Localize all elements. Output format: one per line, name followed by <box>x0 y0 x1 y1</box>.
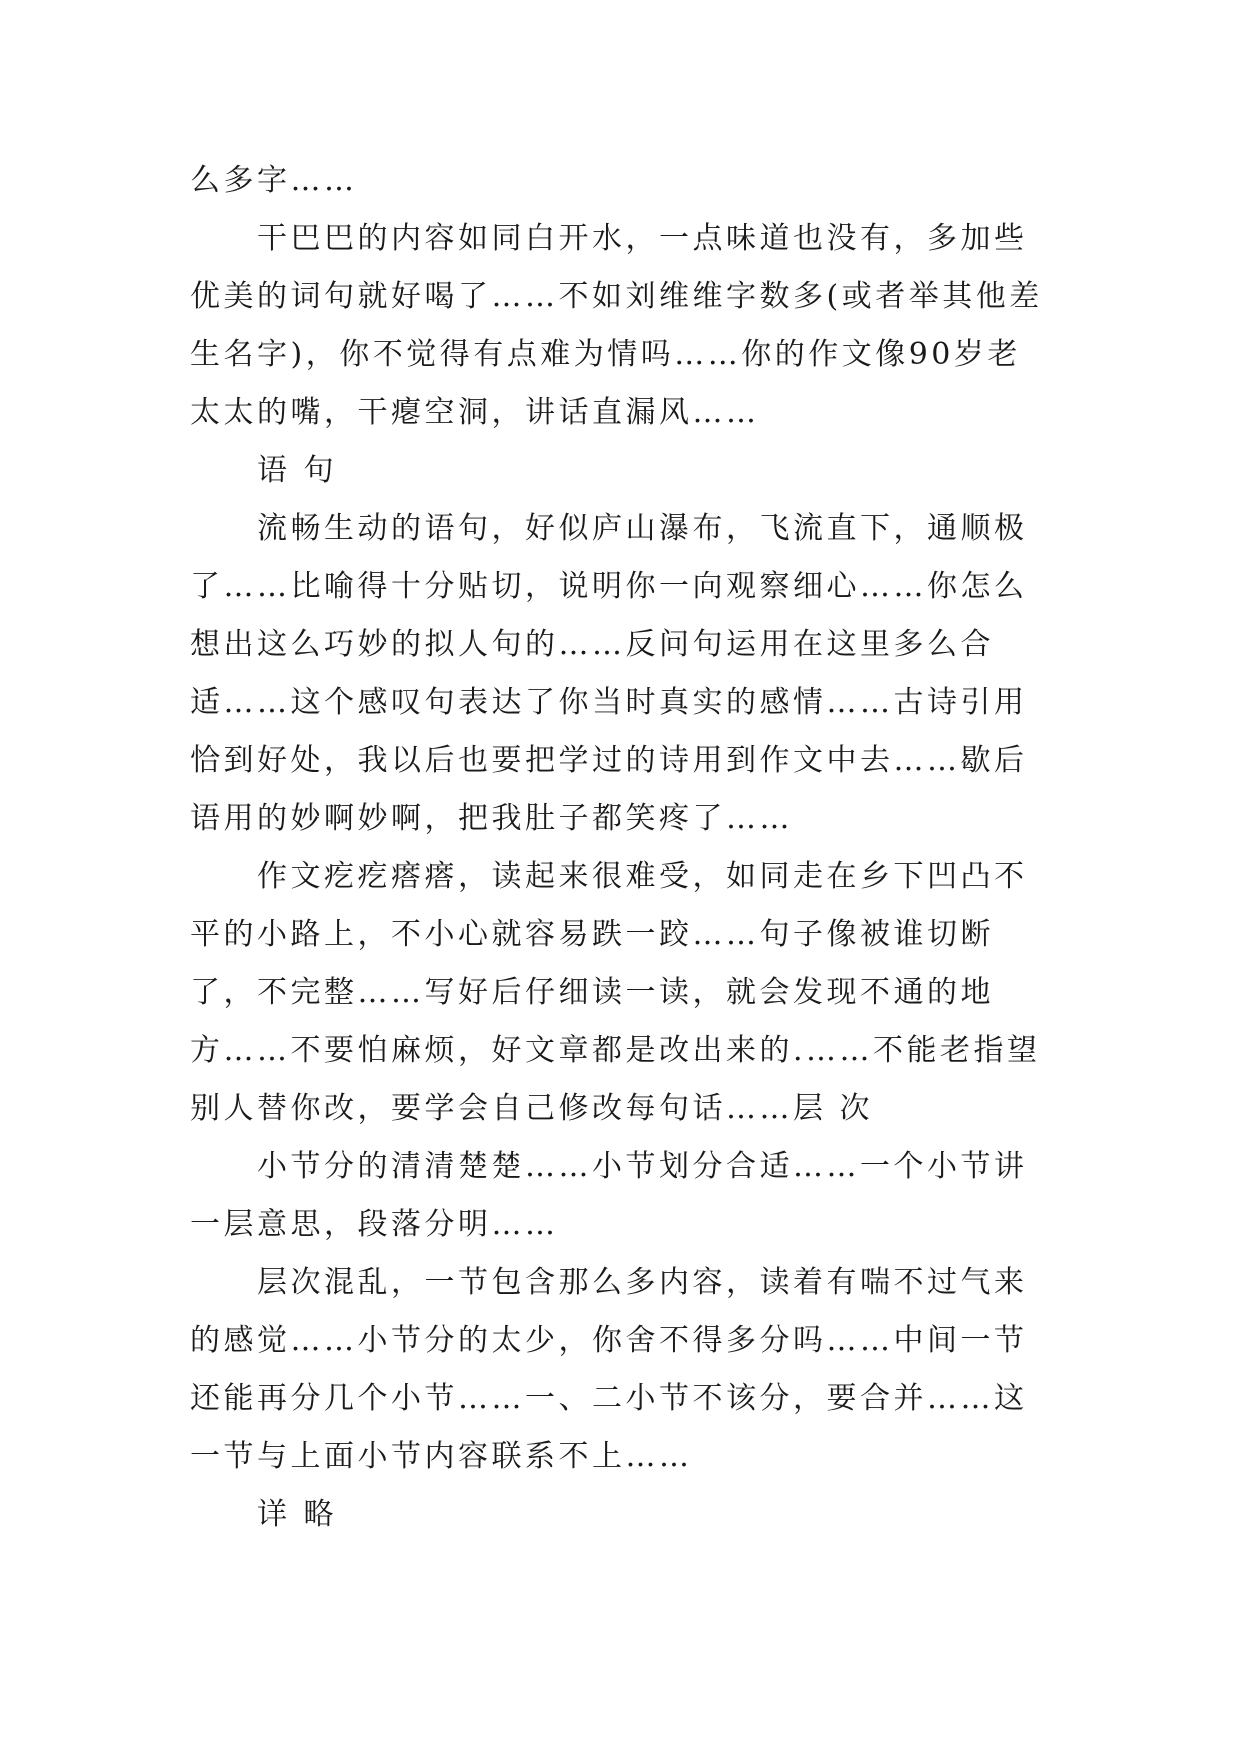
paragraph-3: 流畅生动的语句，好似庐山瀑布，飞流直下，通顺极了……比喻得十分贴切，说明你一向观察细心……你怎么想出这么巧妙的拟人句的……反问句运用在这里多么合适……这个感叹句表达了你当时真实的感情……古诗引用恰到好处，我以后也要把学过的诗用到作文中去……歇后语用的妙啊妙啊，把我肚子都笑疼了…… <box>190 511 1028 836</box>
paragraph-1: 么多字…… <box>190 163 358 198</box>
section-heading-detail: 详 略 <box>190 1497 338 1532</box>
paragraph-6: 层次混乱，一节包含那么多内容，读着有喘不过气来的感觉……小节分的太少，你舍不得多分吗……中间一节还能再分几个小节……一、二小节不该分，要合并……这一节与上面小节内容联系不上…… <box>190 1265 1028 1474</box>
paragraph-5: 小节分的清清楚楚……小节划分合适……一个小节讲一层意思，段落分明…… <box>190 1149 1028 1242</box>
section-heading-sentences: 语 句 <box>190 453 338 488</box>
paragraph-2: 干巴巴的内容如同白开水，一点味道也没有，多加些优美的词句就好喝了……不如刘维维字数多(或者举其他差生名字)，你不觉得有点难为情吗……你的作文像90岁老太太的嘴，干瘪空洞，讲话直漏风…… <box>190 221 1043 430</box>
document-body <box>190 152 1050 1544</box>
paragraph-4: 作文疙疙瘩瘩，读起来很难受，如同走在乡下凹凸不平的小路上，不小心就容易跌一跤……句子像被谁切断了，不完整……写好后仔细读一读，就会发现不通的地方……不要怕麻烦，好文章都是改出来的.……不能老指望别人替你改，要学会自己修改每句话……层 次 <box>190 859 1041 1126</box>
